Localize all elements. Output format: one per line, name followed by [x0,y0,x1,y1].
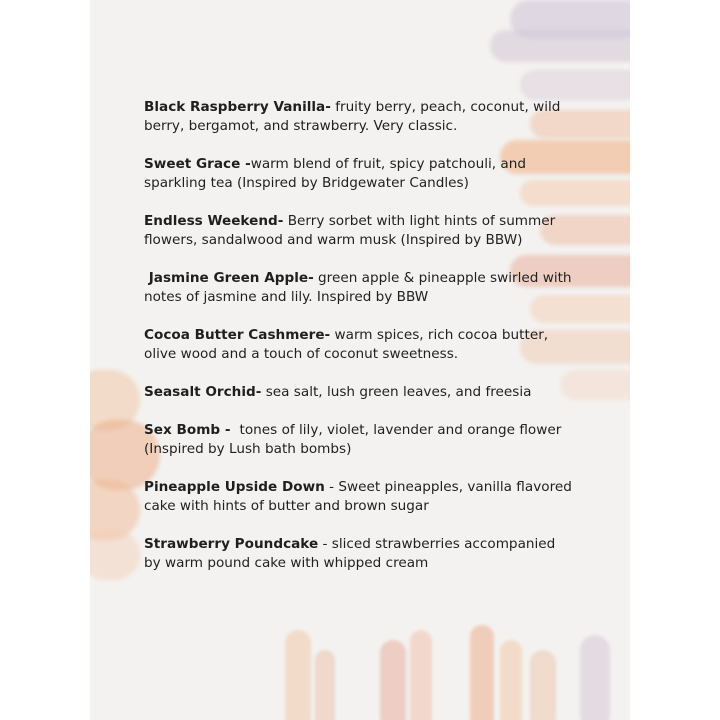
scent-name: Seasalt Orchid- [144,384,262,400]
scent-description: fruity berry, peach, coconut, wild berry, bergamot, and strawberry. Very classic. [144,99,561,134]
scent-name: Pineapple Upside Down [144,479,325,495]
scent-name: Sex Bomb - [144,422,236,438]
scent-entry [144,326,574,364]
scent-entry [144,212,574,250]
scent-entry [144,98,574,136]
scent-card [90,0,630,720]
scent-entry [144,535,574,573]
scent-name: Black Raspberry Vanilla- [144,99,331,115]
scent-description: sea salt, lush green leaves, and freesia [261,384,532,400]
scent-description: tones of lily, violet, lavender and orange flower (Inspired by Lush bath bombs) [144,422,566,457]
scent-name: Endless Weekend- [144,213,284,229]
scent-entry [144,421,574,459]
scent-list [144,98,574,592]
scent-entry [144,478,574,516]
scent-description: - sliced strawberries accompanied by warm pound cake with whipped cream [144,536,556,571]
scent-description: - Sweet pineapples, vanilla flavored cake with hints of butter and brown sugar [144,479,572,514]
scent-name: Jasmine Green Apple- [144,270,314,286]
scent-entry [144,383,574,402]
scent-description: warm spices, rich cocoa butter, olive wood and a touch of coconut sweetness. [144,327,549,362]
scent-name: Cocoa Butter Cashmere- [144,327,331,343]
scent-entry [144,269,574,307]
scent-entry [144,155,574,193]
scent-name: Strawberry Poundcake [144,536,319,552]
scent-description: Berry sorbet with light hints of summer flowers, sandalwood and warm musk (Inspired by BBW) [144,213,556,248]
scent-description: green apple & pineapple swirled with notes of jasmine and lily. Inspired by BBW [144,270,572,305]
scent-name: Sweet Grace - [144,156,251,172]
scent-description: warm blend of fruit, spicy patchouli, and sparkling tea (Inspired by Bridgewater Candles) [144,156,526,191]
